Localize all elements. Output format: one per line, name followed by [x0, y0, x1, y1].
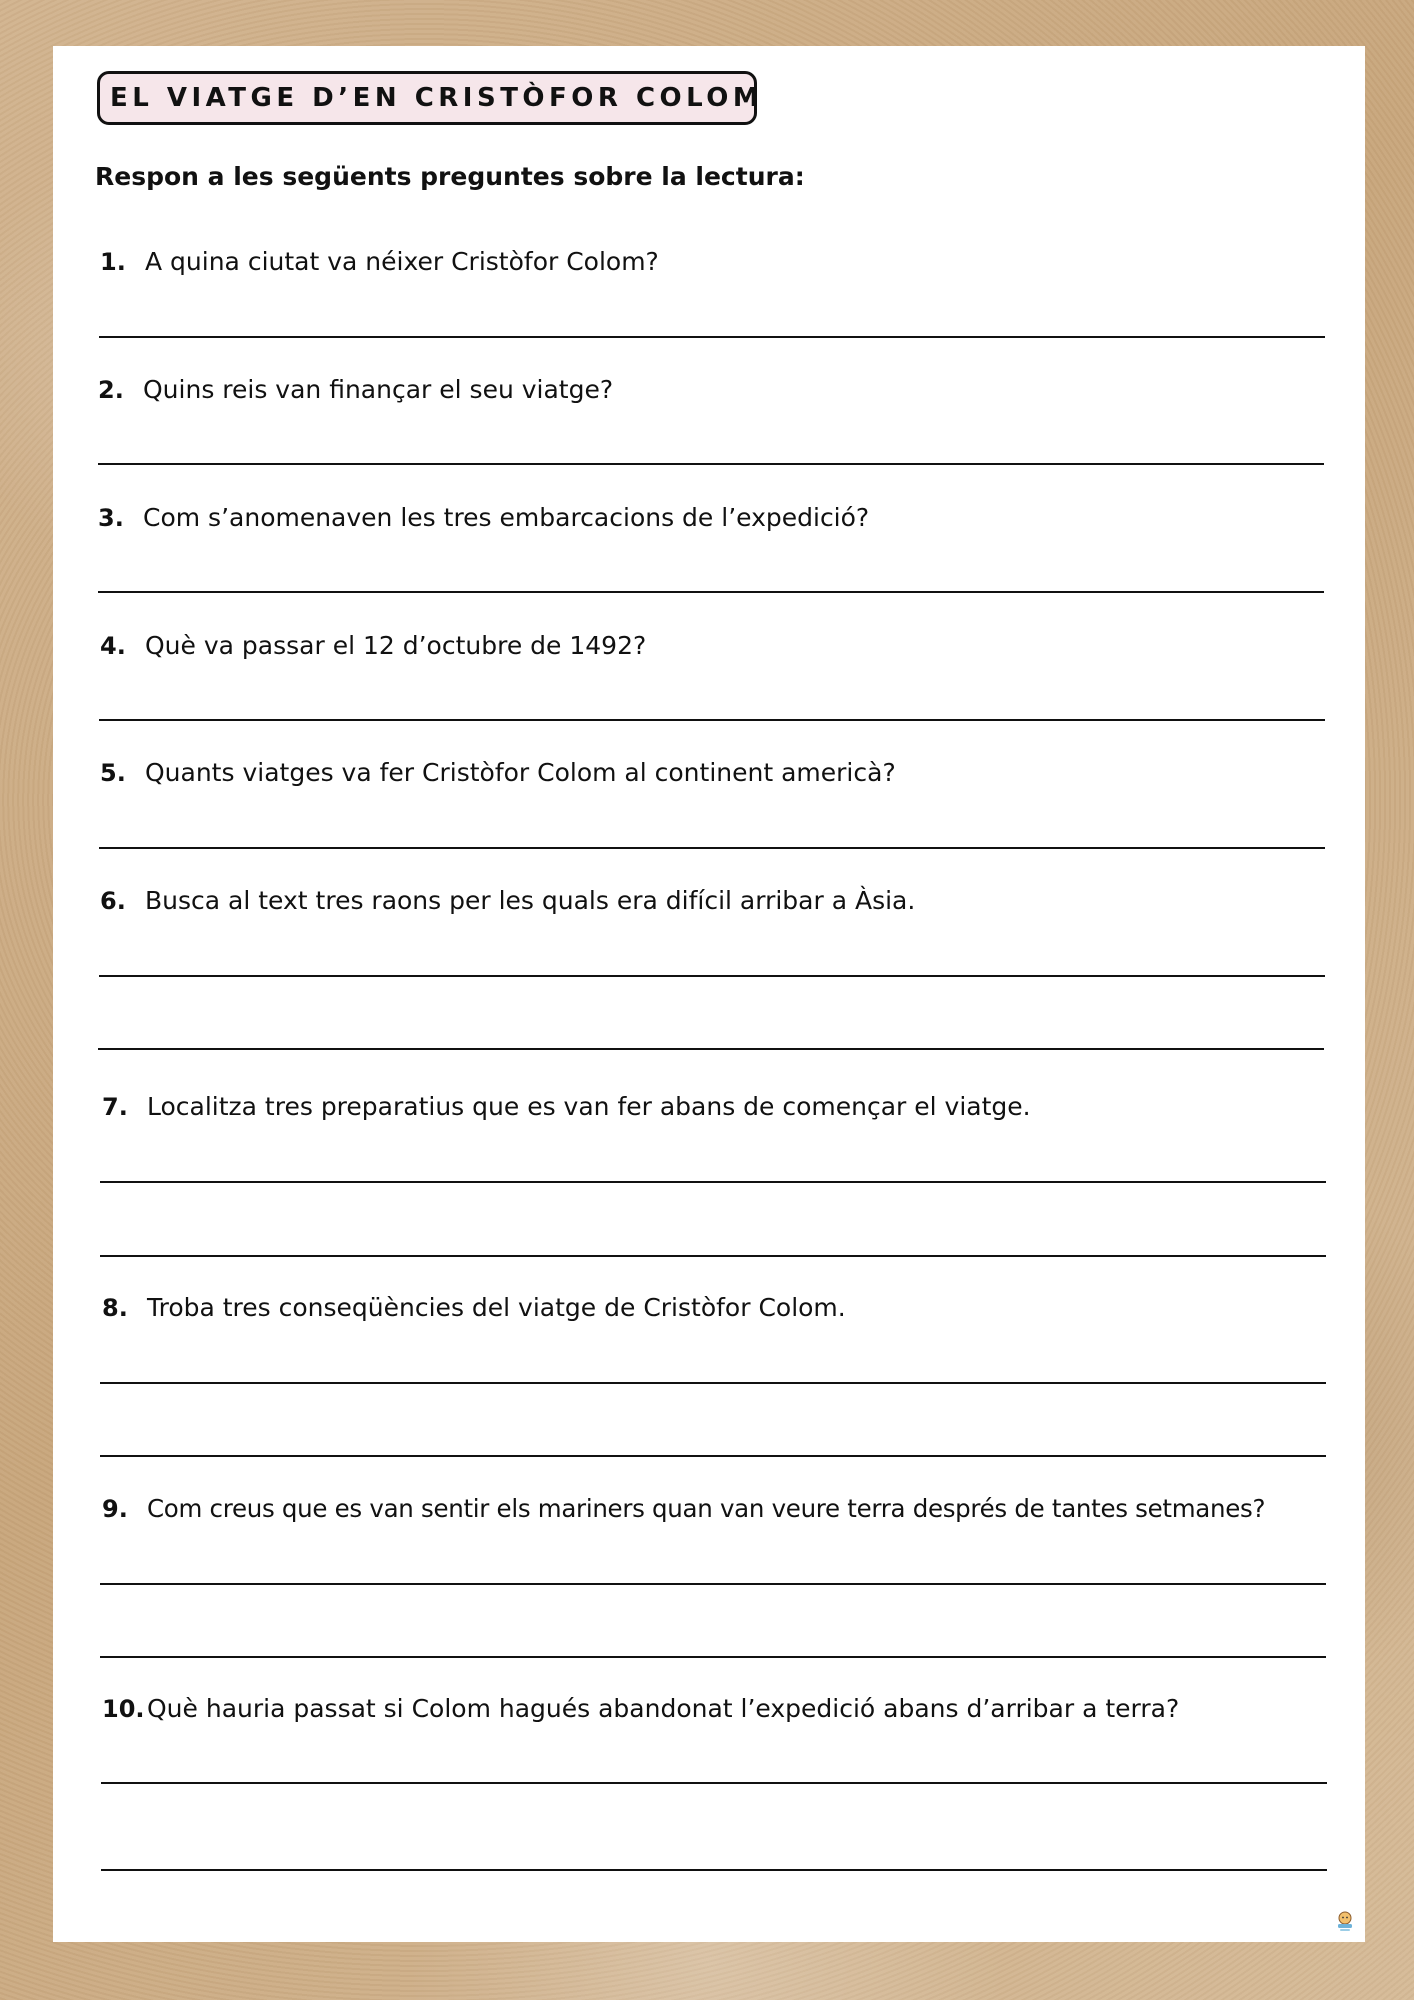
answer-line[interactable]	[101, 1869, 1327, 1871]
question-number: 10.	[102, 1695, 145, 1723]
answer-line[interactable]	[101, 1782, 1327, 1784]
answer-line[interactable]	[99, 336, 1325, 338]
question-number: 3.	[98, 504, 124, 532]
answer-line[interactable]	[100, 1255, 1326, 1257]
answer-line[interactable]	[100, 1382, 1326, 1384]
answer-line[interactable]	[98, 1048, 1324, 1050]
question-number: 2.	[98, 376, 124, 404]
question-number: 1.	[100, 248, 126, 276]
question-text: Què va passar el 12 d’octubre de 1492?	[145, 631, 647, 660]
school-mascot-icon	[1334, 1910, 1356, 1932]
question-text: Localitza tres preparatius que es van fer abans de començar el viatge.	[147, 1092, 1031, 1121]
answer-line[interactable]	[100, 1455, 1326, 1457]
answer-line[interactable]	[98, 463, 1324, 465]
worksheet-title: EL VIATGE D’EN CRISTÒFOR COLOM	[110, 83, 764, 113]
question-text: Com creus que es van sentir els mariners quan van veure terra després de tantes setmanes?	[147, 1494, 1266, 1523]
answer-line[interactable]	[100, 1583, 1326, 1585]
question-number: 5.	[100, 759, 126, 787]
question-number: 6.	[100, 887, 126, 915]
question-number: 7.	[102, 1093, 128, 1121]
question-text: Com s’anomenaven les tres embarcacions de l’expedició?	[143, 503, 870, 532]
question-text: Troba tres conseqüències del viatge de Cristòfor Colom.	[147, 1293, 846, 1322]
question-text: Busca al text tres raons per les quals era difícil arribar a Àsia.	[145, 886, 916, 915]
answer-line[interactable]	[99, 719, 1325, 721]
answer-line[interactable]	[100, 1656, 1326, 1658]
instruction-text: Respon a les següents preguntes sobre la lectura:	[95, 162, 805, 191]
answer-line[interactable]	[98, 591, 1324, 593]
question-number: 9.	[102, 1495, 128, 1523]
question-text: Què hauria passat si Colom hagués abandonat l’expedició abans d’arribar a terra?	[147, 1694, 1180, 1723]
worksheet-page	[53, 46, 1365, 1942]
question-text: A quina ciutat va néixer Cristòfor Colom?	[145, 247, 659, 276]
title-banner	[97, 71, 764, 125]
question-text: Quins reis van finançar el seu viatge?	[143, 375, 614, 404]
question-text: Quants viatges va fer Cristòfor Colom al continent americà?	[145, 758, 896, 787]
answer-line[interactable]	[99, 975, 1325, 977]
answer-line[interactable]	[100, 1181, 1326, 1183]
answer-line[interactable]	[99, 847, 1325, 849]
question-number: 8.	[102, 1294, 128, 1322]
question-number: 4.	[100, 632, 126, 660]
